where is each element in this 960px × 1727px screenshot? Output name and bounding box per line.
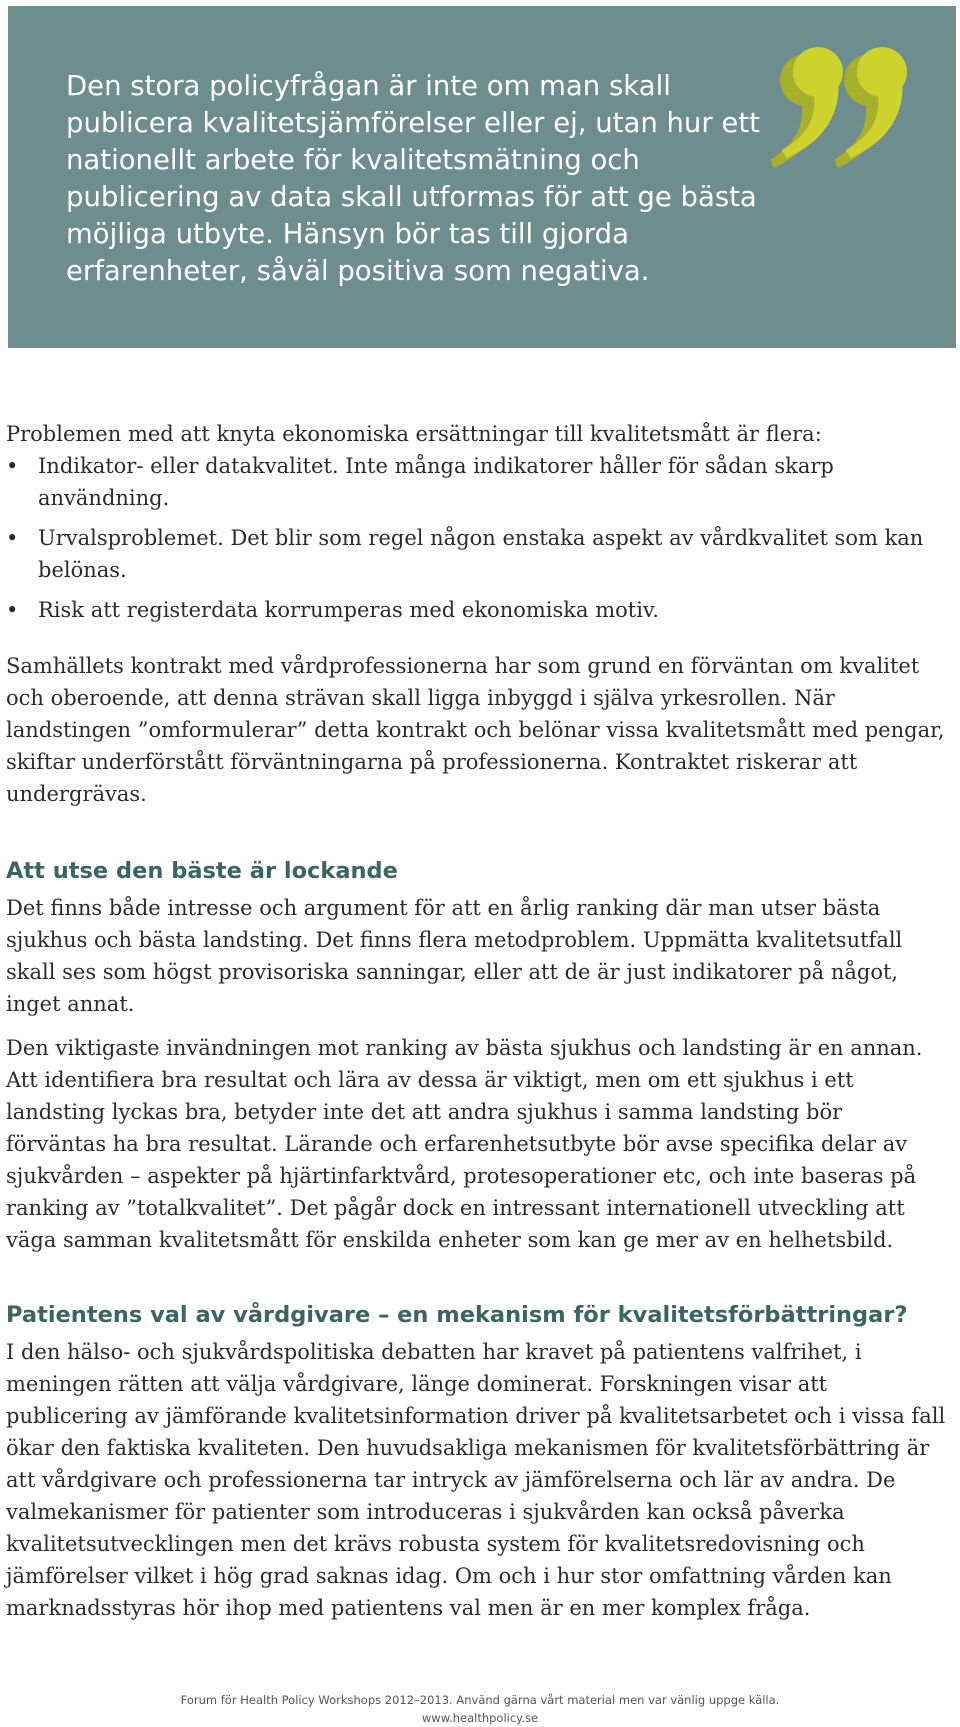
list-item: • Urvalsproblemet. Det blir som regel någon enstaka aspekt av vårdkvalitet som kan belönas.	[6, 522, 946, 586]
quotation-mark-icon	[768, 44, 928, 184]
section-heading: Patientens val av vårdgivare – en mekanism för kvalitetsförbättringar?	[6, 1302, 908, 1328]
list-item: • Indikator- eller datakvalitet. Inte många indikatorer håller för sådan skarp användning.	[6, 450, 946, 514]
footer	[0, 1691, 960, 1727]
paragraph: I den hälso- och sjukvårdspolitiska debatten har kravet på patientens valfrihet, i meningen rätten att välja vårdgivare, länge dominerat. Forskningen visar att publicering av jämförande kvalitetsinformation driver på kvalitetsarbetet och i vissa fall ökar den faktiska kvaliteten. Den huvudsakliga mekanismen för kvalitetsförbättring är att vårdgivare och professionerna tar intryck av jämförelserna och lär av andra. De valmekanismer för patienter som introduceras i sjukvården kan också påverka kvalitetsutvecklingen men det krävs robusta system för kvalitetsredovisning och jämförelser vilket i hög grad saknas idag. Om och i hur stor omfattning vården kan marknadsstyras hör ihop med patientens val men är en mer komplex fråga.	[6, 1340, 946, 1620]
quote-text: Den stora policyfrågan är inte om man skall publicera kvalitetsjämförelser eller ej, utan hur ett nationellt arbete för kvalitetsmätning och publicering av data skall utformas för att ge bästa möjliga utbyte. Hänsyn bör tas till gjorda erfarenheter, såväl positiva som negativa.	[66, 70, 760, 287]
paragraph: Samhällets kontrakt med vårdprofessionerna har som grund en förväntan om kvalitet och oberoende, att denna strävan skall ligga inbyggd i själva yrkesrollen. När landstingen ”omformulerar” detta kontrakt och belönar vissa kvalitetsmått med pengar, skiftar underförstått förväntningarna på professionerna. Kontraktet riskerar att undergrävas.	[6, 654, 945, 806]
paragraph: Det finns både intresse och argument för att en årlig ranking där man utser bästa sjukhus och bästa landsting. Det finns flera metodproblem. Uppmätta kvalitetsutfall skall ses som högst provisoriska sanningar, eller att de är just indikatorer på något, inget annat.	[6, 896, 903, 1016]
bullet-icon: •	[6, 598, 19, 622]
problem-list	[6, 450, 946, 626]
bullet-icon: •	[6, 454, 19, 478]
list-item: • Risk att registerdata korrumperas med ekonomiska motiv.	[6, 594, 946, 626]
main-content	[6, 418, 946, 1624]
quote-box	[8, 6, 956, 348]
paragraph: Den viktigaste invändningen mot ranking av bästa sjukhus och landsting är en annan. Att identifiera bra resultat och lära av dessa är viktigt, men om ett sjukhus i ett landsting lyckas bra, betyder inte det att andra sjukhus i samma landsting bör förväntas ha bra resultat. Lärande och erfarenhetsutbyte bör avse specifika delar av sjukvården – aspekter på hjärtinfarktvård, protesoperationer etc, och inte baseras på ranking av ”totalkvalitet”. Det pågår dock en intressant internationell utveckling att väga samman kvalitetsmått för enskilda enheter som kan ge mer av en helhetsbild.	[6, 1036, 923, 1252]
bullet-icon: •	[6, 526, 19, 550]
footer-text: Forum för Health Policy Workshops 2012–2013. Använd gärna vårt material men var vänlig uppge källa.	[180, 1693, 780, 1707]
footer-url[interactable]: www.healthpolicy.se	[421, 1711, 539, 1725]
intro-text: Problemen med att knyta ekonomiska ersättningar till kvalitetsmått är flera:	[6, 422, 822, 446]
section-heading: Att utse den bäste är lockande	[6, 858, 398, 884]
